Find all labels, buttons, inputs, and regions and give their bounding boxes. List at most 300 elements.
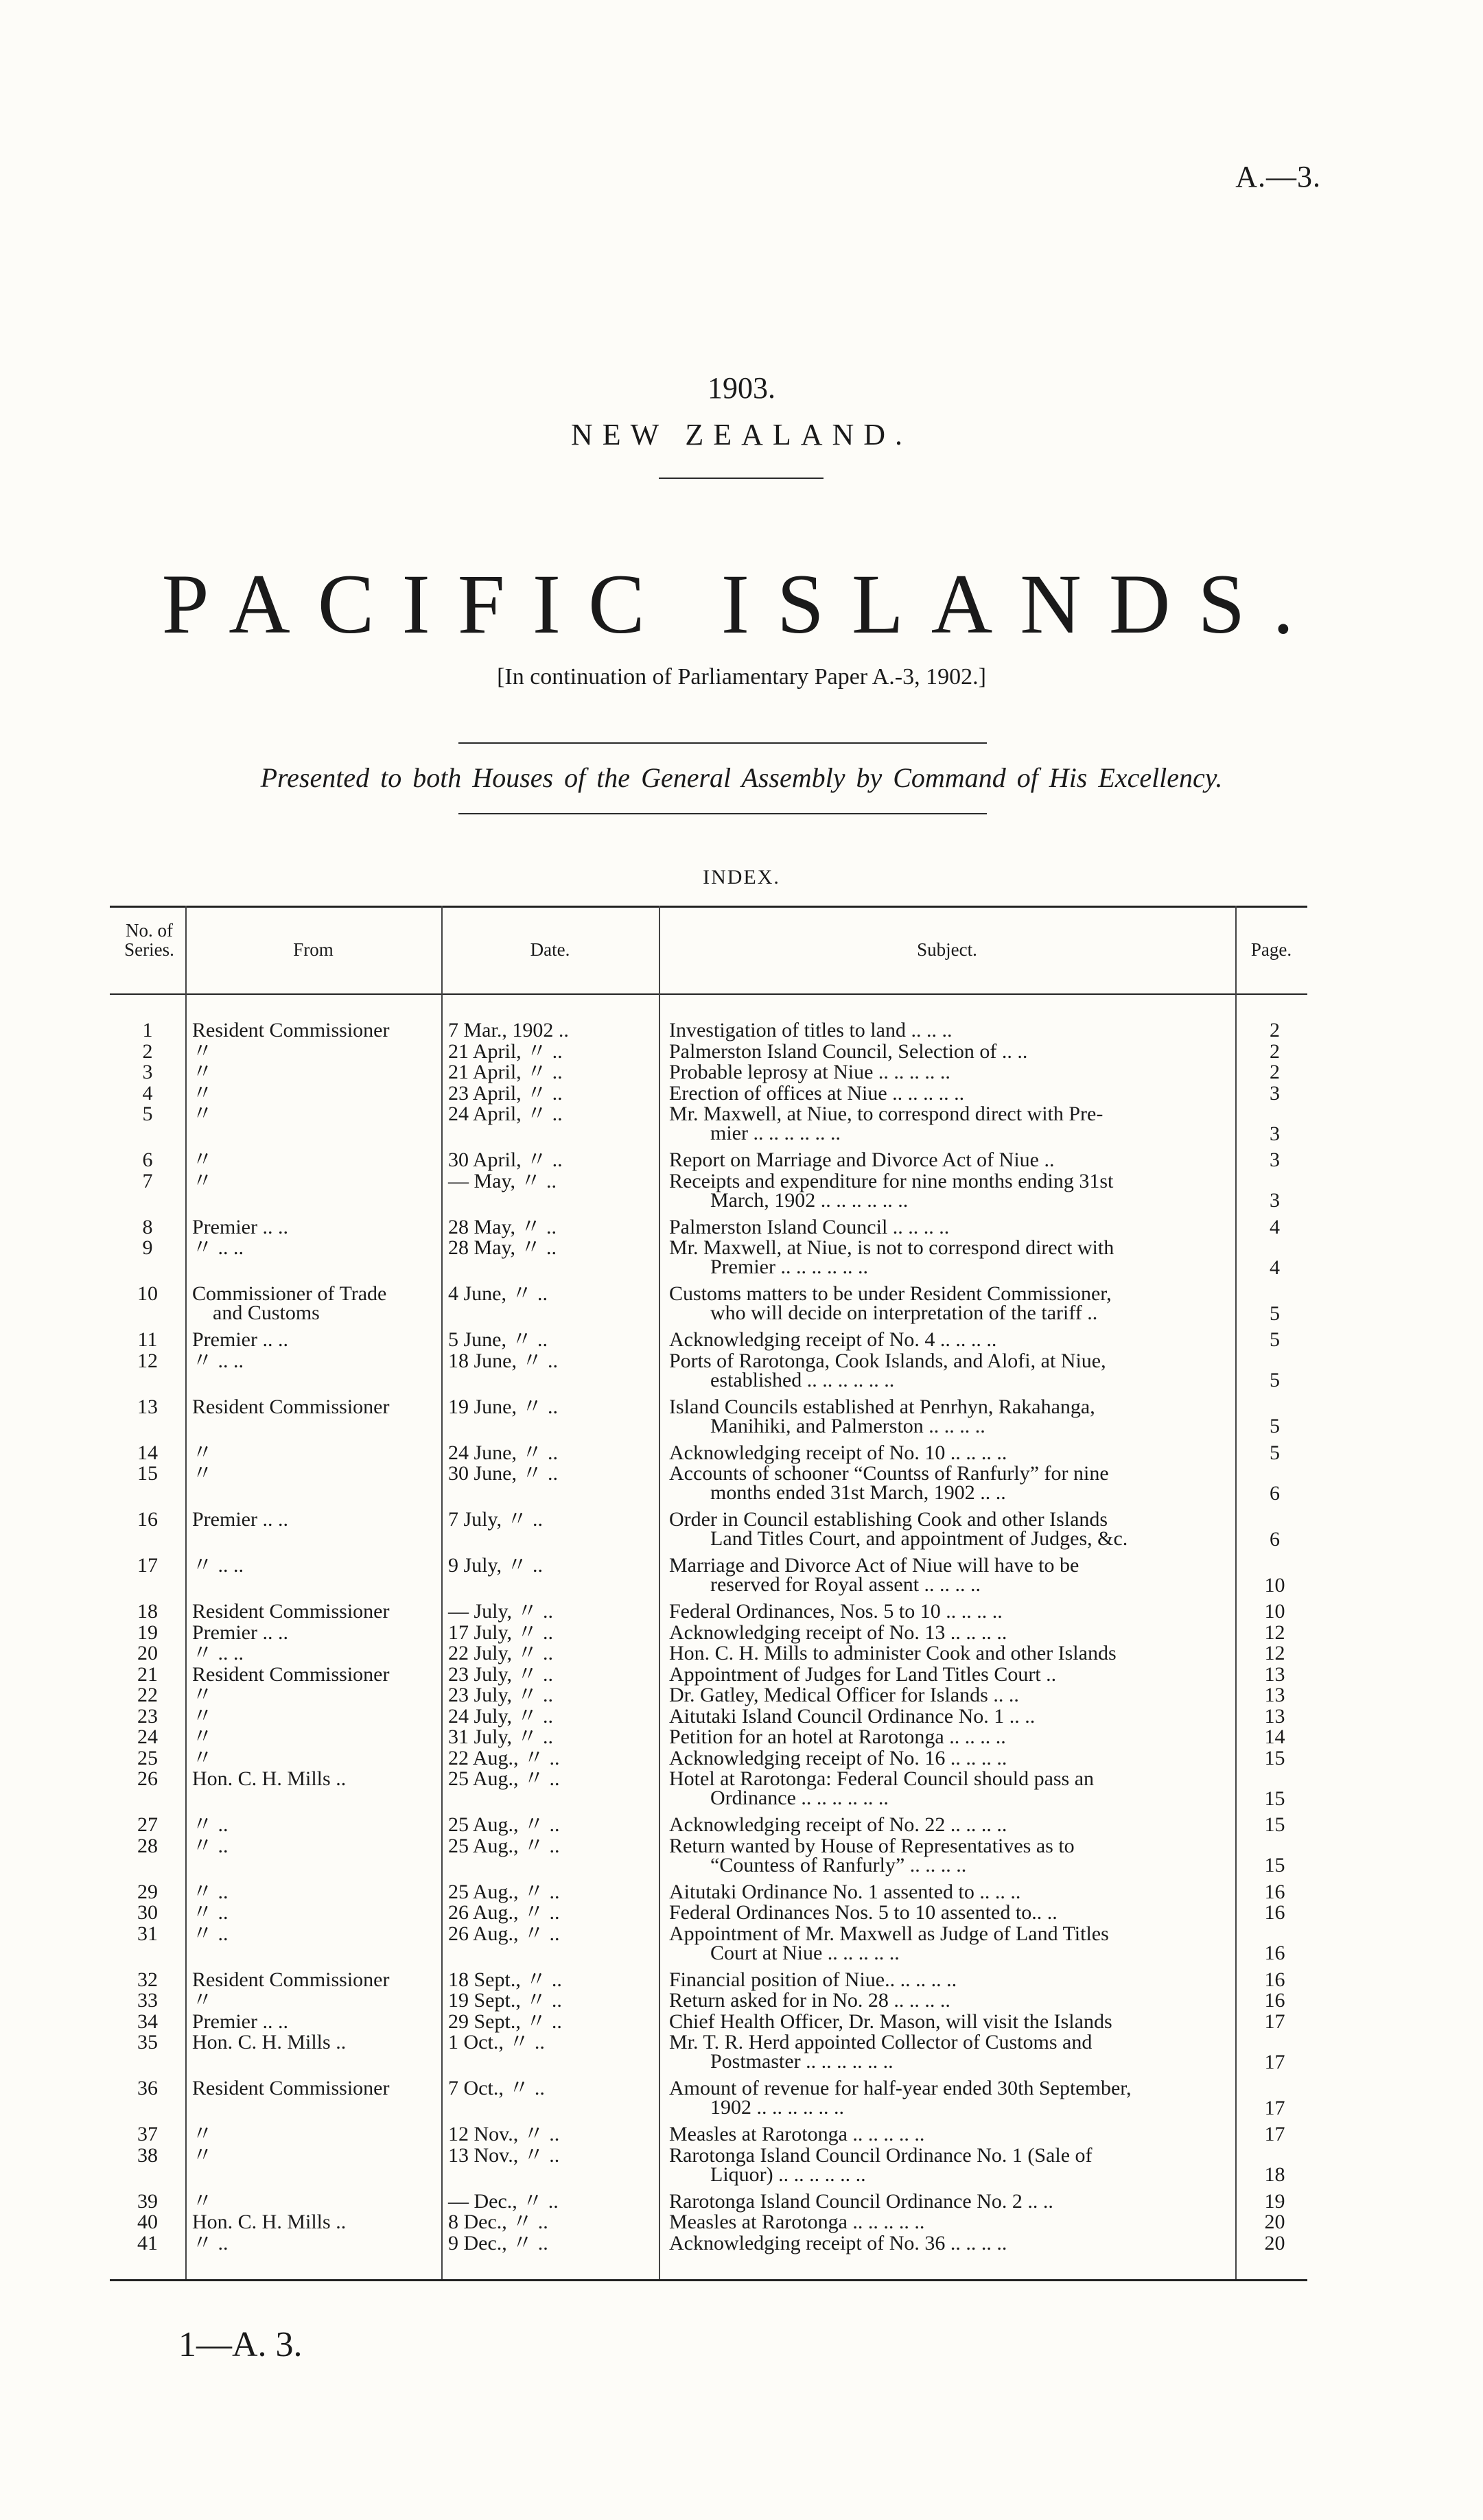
from-cell: [192, 1510, 467, 1529]
date-cell: 9 July, 〃 ..: [448, 1554, 544, 1577]
from-cell: [192, 1970, 467, 1990]
subject-line: Mr. T. R. Herd appointed Collector of Customs and: [669, 2031, 1093, 2053]
subject-line: Federal Ordinances, Nos. 5 to 10 .. .. .. ..: [669, 1600, 1003, 1623]
from-line: 〃 ..: [192, 1901, 229, 1924]
date-cell: 24 June, 〃 ..: [448, 1441, 558, 1464]
col-header-subject: Subject.: [917, 939, 977, 960]
series-number: 32: [137, 1968, 158, 1991]
subject-line: Measles at Rarotonga .. .. .. .. ..: [669, 2123, 925, 2145]
from-cell: [192, 2213, 467, 2232]
page-number: 15: [1264, 1746, 1285, 1769]
series-number: 41: [137, 2231, 158, 2254]
subject-line: Island Councils established at Penrhyn, Rakahanga,: [669, 1395, 1095, 1418]
page-number: 5: [1270, 1369, 1280, 1391]
series-number: 12: [137, 1349, 158, 1372]
from-cell: [192, 1924, 467, 1944]
series-number: 36: [137, 2077, 158, 2099]
table-top-rule: [110, 906, 1307, 908]
from-cell: [192, 2143, 467, 2167]
subject-cell: [669, 1081, 1287, 1105]
subject-cell: [669, 1602, 1287, 1621]
from-cell: [192, 1769, 467, 1789]
from-cell: [192, 1623, 467, 1642]
series-number: 18: [137, 1600, 158, 1623]
series-number: 11: [137, 1328, 158, 1351]
page-number: 5: [1270, 1441, 1280, 1464]
page-number: 2: [1270, 1019, 1280, 1041]
date-cell: 31 July, 〃 ..: [448, 1726, 554, 1748]
from-line: Hon. C. H. Mills ..: [192, 2211, 347, 2233]
subject-line: Marriage and Divorce Act of Niue will have to be: [669, 1554, 1079, 1577]
subject-line: Customs matters to be under Resident Commissioner,: [669, 1282, 1112, 1305]
subject-cell: [669, 1238, 1287, 1277]
subject-cell: [669, 1970, 1287, 1990]
date-cell: — Dec., 〃 ..: [448, 2189, 559, 2213]
from-cell: [192, 1063, 467, 1082]
subject-line: Appointment of Judges for Land Titles Court ..: [669, 1662, 1057, 1686]
subject-line-continued: “Countess of Ranfurly” .. .. .. ..: [710, 1853, 967, 1876]
series-number: 7: [142, 1169, 153, 1192]
page-number: 16: [1264, 1942, 1285, 1964]
series-number: 13: [137, 1395, 158, 1418]
page-number: 2: [1270, 1039, 1280, 1063]
date-cell: 23 April, 〃 ..: [448, 1081, 563, 1105]
subject-cell: [669, 1924, 1287, 1963]
col-header-date: Date.: [530, 939, 570, 960]
subject-cell: [669, 1746, 1287, 1769]
subject-cell: [669, 1215, 1287, 1238]
from-cell: [192, 1441, 467, 1464]
page-number: 16: [1264, 1968, 1285, 1991]
subject-cell: [669, 2143, 1287, 2186]
series-number: 27: [137, 1813, 158, 1836]
from-cell: [192, 2079, 467, 2098]
presented-line: Presented to both Houses of the General Assembly by Command of His Excellency.: [260, 762, 1223, 793]
from-line: 〃 ..: [192, 1922, 229, 1945]
subject-cell: [669, 2012, 1287, 2032]
page-number: 16: [1264, 1989, 1285, 2012]
series-number: 39: [137, 2189, 158, 2213]
from-line: 〃 ..: [192, 1813, 229, 1836]
subject-line-continued: Postmaster .. .. .. .. .. ..: [710, 2050, 894, 2073]
subject-cell: [669, 1880, 1287, 1903]
page-number: 15: [1264, 1787, 1285, 1810]
subject-line: Palmerston Island Council, Selection of .. ..: [669, 1039, 1028, 1063]
subject-line: Return asked for in No. 28 .. .. .. ..: [669, 1989, 950, 2012]
from-line: 〃: [192, 1704, 213, 1728]
series-number: 10: [137, 1282, 158, 1305]
subject-line-continued: Manihiki, and Palmerston .. .. .. ..: [710, 1414, 985, 1437]
subject-line: Financial position of Niue.. .. .. .. ..: [669, 1968, 957, 1991]
subject-cell: [669, 1330, 1287, 1350]
page-number: 3: [1270, 1149, 1280, 1171]
series-number: 33: [137, 1989, 158, 2012]
subject-cell: [669, 1704, 1287, 1728]
page-number: 18: [1264, 2163, 1285, 2186]
subject-line-continued: 1902 .. .. .. .. .. ..: [710, 2096, 844, 2119]
date-cell: 9 Dec., 〃 ..: [448, 2231, 548, 2254]
date-cell: 18 June, 〃 ..: [448, 1349, 558, 1372]
from-line: 〃 .. ..: [192, 1236, 244, 1259]
date-cell: 21 April, 〃 ..: [448, 1061, 563, 1083]
series-number: 14: [137, 1441, 158, 1464]
subject-cell: [669, 1464, 1287, 1503]
from-line: 〃: [192, 1726, 213, 1748]
series-number: 19: [137, 1621, 158, 1644]
subject-line: Report on Marriage and Divorce Act of Niue ..: [669, 1149, 1055, 1171]
from-line: Premier .. ..: [192, 1621, 288, 1644]
date-cell: 4 June, 〃 ..: [448, 1282, 548, 1305]
col-header-from: From: [293, 939, 334, 960]
sheet-signature: 1—A. 3.: [178, 2325, 303, 2364]
series-number: 24: [137, 1726, 158, 1748]
page-title: PACIFIC ISLANDS.: [161, 557, 1322, 651]
page-number: 17: [1264, 2050, 1285, 2073]
series-number: 28: [137, 1834, 158, 1857]
from-cell: [192, 2189, 467, 2213]
series-number: 35: [137, 2031, 158, 2053]
subject-cell: [669, 1556, 1287, 1594]
series-number: 37: [137, 2123, 158, 2145]
subject-line: Petition for an hotel at Rarotonga .. .. .. ..: [669, 1726, 1006, 1748]
subtitle: [In continuation of Parliamentary Paper A.-3, 1902.]: [497, 664, 986, 690]
subject-cell: [669, 1441, 1287, 1464]
page-number: 15: [1264, 1813, 1285, 1836]
subject-cell: [669, 1395, 1287, 1437]
page-number: 12: [1264, 1621, 1285, 1644]
from-line: 〃: [192, 1081, 213, 1105]
subject-cell: [669, 1151, 1287, 1170]
subject-line: Acknowledging receipt of No. 36 .. .. .. ..: [669, 2231, 1007, 2254]
from-line: Resident Commissioner: [192, 1395, 390, 1418]
series-number: 30: [137, 1901, 158, 1924]
date-cell: 23 July, 〃 ..: [448, 1684, 554, 1706]
subject-line: Acknowledging receipt of No. 4 .. .. .. ..: [669, 1328, 997, 1351]
series-number: 3: [142, 1061, 153, 1083]
page-number: 5: [1270, 1302, 1280, 1325]
subject-line: Return wanted by House of Representatives as to: [669, 1834, 1075, 1857]
from-line: Premier .. ..: [192, 2010, 288, 2033]
from-cell: [192, 1704, 467, 1728]
table-bottom-rule: [110, 2279, 1307, 2281]
subject-line: Aitutaki Ordinance No. 1 assented to .. .. ..: [669, 1880, 1021, 1903]
page-number: 4: [1270, 1256, 1280, 1279]
series-number: 9: [142, 1236, 153, 1259]
from-line: Premier .. ..: [192, 1215, 288, 1238]
subject-line: Probable leprosy at Niue .. .. .. .. ..: [669, 1061, 950, 1083]
from-cell: [192, 1815, 467, 1835]
date-cell: 21 April, 〃 ..: [448, 1039, 563, 1063]
date-cell: 26 Aug., 〃 ..: [448, 1901, 560, 1924]
column-divider: [185, 906, 187, 2279]
from-line: 〃 .. ..: [192, 1349, 244, 1372]
subject-line: Aitutaki Island Council Ordinance No. 1 .. ..: [669, 1704, 1036, 1728]
date-cell: 22 Aug., 〃 ..: [448, 1746, 560, 1769]
from-line: 〃: [192, 2189, 213, 2213]
page-number: 10: [1264, 1573, 1285, 1597]
from-cell: [192, 1039, 467, 1063]
page-number: 5: [1270, 1415, 1280, 1437]
date-cell: 24 April, 〃 ..: [448, 1103, 563, 1125]
date-cell: 12 Nov., 〃 ..: [448, 2123, 560, 2145]
series-number: 16: [137, 1508, 158, 1531]
subject-cell: [669, 1728, 1287, 1747]
series-number: 8: [142, 1215, 153, 1238]
page-number: 10: [1264, 1600, 1285, 1623]
from-line: Hon. C. H. Mills ..: [192, 1767, 347, 1790]
col-header-page: Page.: [1250, 939, 1292, 960]
subject-line: Acknowledging receipt of No. 16 .. .. .. ..: [669, 1746, 1007, 1769]
date-cell: 25 Aug., 〃 ..: [448, 1834, 560, 1857]
from-line: Resident Commissioner: [192, 1019, 390, 1041]
date-cell: 7 July, 〃 ..: [448, 1508, 544, 1531]
from-line: 〃: [192, 1746, 213, 1769]
from-line: 〃: [192, 1989, 213, 2012]
date-cell: 28 May, 〃 ..: [448, 1215, 557, 1238]
index-table: [110, 906, 1307, 2281]
subject-line: Appointment of Mr. Maxwell as Judge of Land Titles: [669, 1922, 1109, 1945]
subject-line: Amount of revenue for half-year ended 30th September,: [669, 2077, 1132, 2099]
subject-line: Measles at Rarotonga .. .. .. .. ..: [669, 2211, 925, 2233]
page-number: 13: [1264, 1704, 1285, 1728]
from-line: 〃: [192, 1061, 213, 1083]
subject-line-continued: months ended 31st March, 1902 .. ..: [710, 1481, 1006, 1504]
subject-line: Mr. Maxwell, at Niue, to correspond direct with Pre-: [669, 1103, 1104, 1125]
date-cell: 7 Mar., 1902 ..: [448, 1019, 569, 1041]
subject-line: Acknowledging receipt of No. 10 .. .. .. ..: [669, 1441, 1007, 1464]
from-line: Resident Commissioner: [192, 1600, 390, 1623]
subject-line-continued: March, 1902 .. .. .. .. .. ..: [710, 1188, 909, 1212]
date-cell: 19 June, 〃 ..: [448, 1395, 558, 1418]
subject-cell: [669, 1769, 1287, 1808]
series-number: 38: [137, 2143, 158, 2167]
subject-line: Order in Council establishing Cook and other Islands: [669, 1508, 1108, 1531]
from-cell: [192, 1105, 467, 1124]
date-cell: — May, 〃 ..: [448, 1169, 557, 1192]
from-cell: [192, 2125, 467, 2144]
page-number: 13: [1264, 1684, 1285, 1706]
subject-cell: [669, 2213, 1287, 2232]
subject-line-continued: established .. .. .. .. .. ..: [710, 1368, 895, 1391]
subject-cell: [669, 1105, 1287, 1143]
from-line: Hon. C. H. Mills ..: [192, 2031, 347, 2053]
subject-line: Ports of Rarotonga, Cook Islands, and Alofi, at Niue,: [669, 1349, 1106, 1372]
from-cell: [192, 1169, 467, 1192]
page-number: 17: [1264, 2010, 1285, 2033]
series-number: 6: [142, 1149, 153, 1171]
page-number: 14: [1264, 1726, 1285, 1748]
date-cell: 25 Aug., 〃 ..: [448, 1813, 560, 1836]
subject-cell: [669, 1169, 1287, 1212]
subject-line-continued: mier .. .. .. .. .. ..: [710, 1122, 841, 1144]
from-cell: [192, 1284, 467, 1323]
date-cell: 30 April, 〃 ..: [448, 1149, 563, 1171]
from-line: 〃: [192, 1103, 213, 1125]
from-cell: [192, 1238, 467, 1258]
from-cell: [192, 1349, 467, 1372]
subject-cell: [669, 2033, 1287, 2071]
date-cell: 26 Aug., 〃 ..: [448, 1922, 560, 1945]
from-cell: [192, 2231, 467, 2254]
series-number: 17: [137, 1554, 158, 1577]
from-line: 〃 ..: [192, 1834, 229, 1857]
from-line: Commissioner of Trade: [192, 1282, 387, 1305]
page-number: 19: [1264, 2189, 1285, 2213]
series-number: 1: [142, 1019, 153, 1041]
subject-line: Hon. C. H. Mills to administer Cook and other Islands: [669, 1642, 1117, 1664]
page-number: 17: [1264, 2096, 1285, 2119]
subject-line: Rarotonga Island Council Ordinance No. 2 .. ..: [669, 2189, 1053, 2213]
series-number: 15: [137, 1462, 158, 1485]
from-line: 〃 .. ..: [192, 1642, 244, 1664]
subject-line: Accounts of schooner “Countss of Ranfurly” for nine: [669, 1462, 1109, 1485]
subject-line: Palmerston Island Council .. .. .. ..: [669, 1215, 950, 1238]
date-cell: 25 Aug., 〃 ..: [448, 1880, 560, 1903]
series-number: 40: [137, 2211, 158, 2233]
from-line: Resident Commissioner: [192, 2077, 390, 2099]
year: 1903.: [708, 371, 775, 405]
series-number: 34: [137, 2010, 158, 2033]
date-cell: — July, 〃 ..: [448, 1600, 554, 1623]
date-cell: 28 May, 〃 ..: [448, 1236, 557, 1259]
subject-cell: [669, 1623, 1287, 1642]
from-cell: [192, 1746, 467, 1769]
page-number: 20: [1264, 2231, 1285, 2254]
date-cell: 5 June, 〃 ..: [448, 1328, 548, 1351]
series-number: 20: [137, 1642, 158, 1664]
date-cell: 30 June, 〃 ..: [448, 1462, 558, 1485]
from-cell: [192, 1081, 467, 1105]
date-cell: 23 July, 〃 ..: [448, 1662, 554, 1686]
from-line: Resident Commissioner: [192, 1968, 390, 1991]
from-cell: [192, 1880, 467, 1903]
subject-line: Mr. Maxwell, at Niue, is not to correspond direct with: [669, 1236, 1114, 1259]
subject-line-continued: Court at Niue .. .. .. .. ..: [710, 1941, 900, 1964]
table-header-rule: [110, 993, 1307, 995]
series-number: 23: [137, 1704, 158, 1728]
series-number: 26: [137, 1767, 158, 1790]
subject-cell: [669, 2231, 1287, 2254]
from-cell: [192, 1662, 467, 1686]
date-cell: 7 Oct., 〃 ..: [448, 2077, 545, 2099]
subject-line-continued: Premier .. .. .. .. .. ..: [710, 1256, 868, 1278]
date-cell: 29 Sept., 〃 ..: [448, 2010, 562, 2033]
subject-cell: [669, 1063, 1287, 1082]
page-number: 5: [1270, 1328, 1280, 1351]
divider: [458, 813, 987, 814]
from-cell: [192, 1330, 467, 1350]
column-divider: [659, 906, 660, 2279]
from-cell: [192, 1728, 467, 1747]
from-line: 〃: [192, 1039, 213, 1063]
subject-cell: [669, 1834, 1287, 1876]
from-line: 〃: [192, 1684, 213, 1706]
from-cell: [192, 2033, 467, 2052]
date-cell: 17 July, 〃 ..: [448, 1621, 554, 1644]
date-cell: 8 Dec., 〃 ..: [448, 2211, 548, 2233]
page-number: 15: [1264, 1854, 1285, 1876]
page-number: 17: [1264, 2123, 1285, 2145]
from-line: Resident Commissioner: [192, 1662, 390, 1686]
page-number: 16: [1264, 1880, 1285, 1903]
series-number: 25: [137, 1746, 158, 1769]
page-number: 4: [1270, 1215, 1280, 1238]
from-cell: [192, 1395, 467, 1418]
from-line: Premier .. ..: [192, 1328, 288, 1351]
subject-cell: [669, 1284, 1287, 1323]
date-cell: 18 Sept., 〃 ..: [448, 1968, 562, 1991]
subject-line-continued: Land Titles Court, and appointment of Judges, &c.: [710, 1527, 1128, 1550]
series-number: 29: [137, 1880, 158, 1903]
col-header-no: No. of Series.: [124, 920, 174, 960]
page-number: 3: [1270, 1189, 1280, 1212]
series-number: 4: [142, 1081, 153, 1105]
page-number: 12: [1264, 1642, 1285, 1664]
subject-line: Investigation of titles to land .. .. ..: [669, 1019, 953, 1041]
subject-cell: [669, 1021, 1287, 1040]
subject-line-continued: who will decide on interpretation of the tariff ..: [710, 1302, 1098, 1324]
subject-line-continued: reserved for Royal assent .. .. .. ..: [710, 1573, 981, 1596]
series-number: 5: [142, 1103, 153, 1125]
subject-cell: [669, 1510, 1287, 1548]
from-line: Premier .. ..: [192, 1508, 288, 1531]
from-cell: [192, 1151, 467, 1170]
subject-line-continued: Ordinance .. .. .. .. .. ..: [710, 1787, 889, 1809]
divider: [659, 478, 824, 479]
from-line: 〃: [192, 1169, 213, 1192]
subject-line: Acknowledging receipt of No. 13 .. .. .. ..: [669, 1621, 1007, 1644]
subject-line: Hotel at Rarotonga: Federal Council should pass an: [669, 1767, 1095, 1790]
page-number: 20: [1264, 2211, 1285, 2233]
subject-line: Erection of offices at Niue .. .. .. .. ..: [669, 1081, 965, 1105]
from-line: 〃: [192, 2143, 213, 2167]
date-cell: 1 Oct., 〃 ..: [448, 2031, 545, 2053]
from-cell: [192, 1903, 467, 1922]
subject-cell: [669, 1662, 1287, 1686]
page-number: 16: [1264, 1901, 1285, 1924]
from-line: 〃 ..: [192, 2231, 229, 2254]
subject-line: Dr. Gatley, Medical Officer for Islands .. ..: [669, 1684, 1019, 1706]
page-number: 6: [1270, 1527, 1280, 1551]
from-cell: [192, 1991, 467, 2010]
series-number: 31: [137, 1922, 158, 1945]
from-cell: [192, 1021, 467, 1040]
subject-line-continued: Liquor) .. .. .. .. .. ..: [710, 2163, 866, 2186]
subject-cell: [669, 1991, 1287, 2010]
from-cell: [192, 1686, 467, 1705]
divider: [458, 742, 987, 744]
from-cell: [192, 1834, 467, 1857]
subject-line: Rarotonga Island Council Ordinance No. 1 (Sale of: [669, 2143, 1093, 2167]
from-cell: [192, 1215, 467, 1238]
from-cell: [192, 2012, 467, 2032]
from-line: 〃 .. ..: [192, 1554, 244, 1577]
page-number: 2: [1270, 1061, 1280, 1083]
subject-cell: [669, 2079, 1287, 2117]
from-line-continued: and Customs: [213, 1302, 320, 1324]
from-cell: [192, 1644, 467, 1663]
page-number: 3: [1270, 1081, 1280, 1105]
series-number: 21: [137, 1662, 158, 1686]
subject-cell: [669, 2125, 1287, 2144]
from-line: 〃: [192, 1441, 213, 1464]
subject-line: Chief Health Officer, Dr. Mason, will visit the Islands: [669, 2010, 1112, 2033]
date-cell: 24 July, 〃 ..: [448, 1704, 554, 1728]
series-number: 22: [137, 1684, 158, 1706]
page-number: 3: [1270, 1122, 1280, 1145]
subject-cell: [669, 1815, 1287, 1835]
date-cell: 19 Sept., 〃 ..: [448, 1989, 562, 2012]
